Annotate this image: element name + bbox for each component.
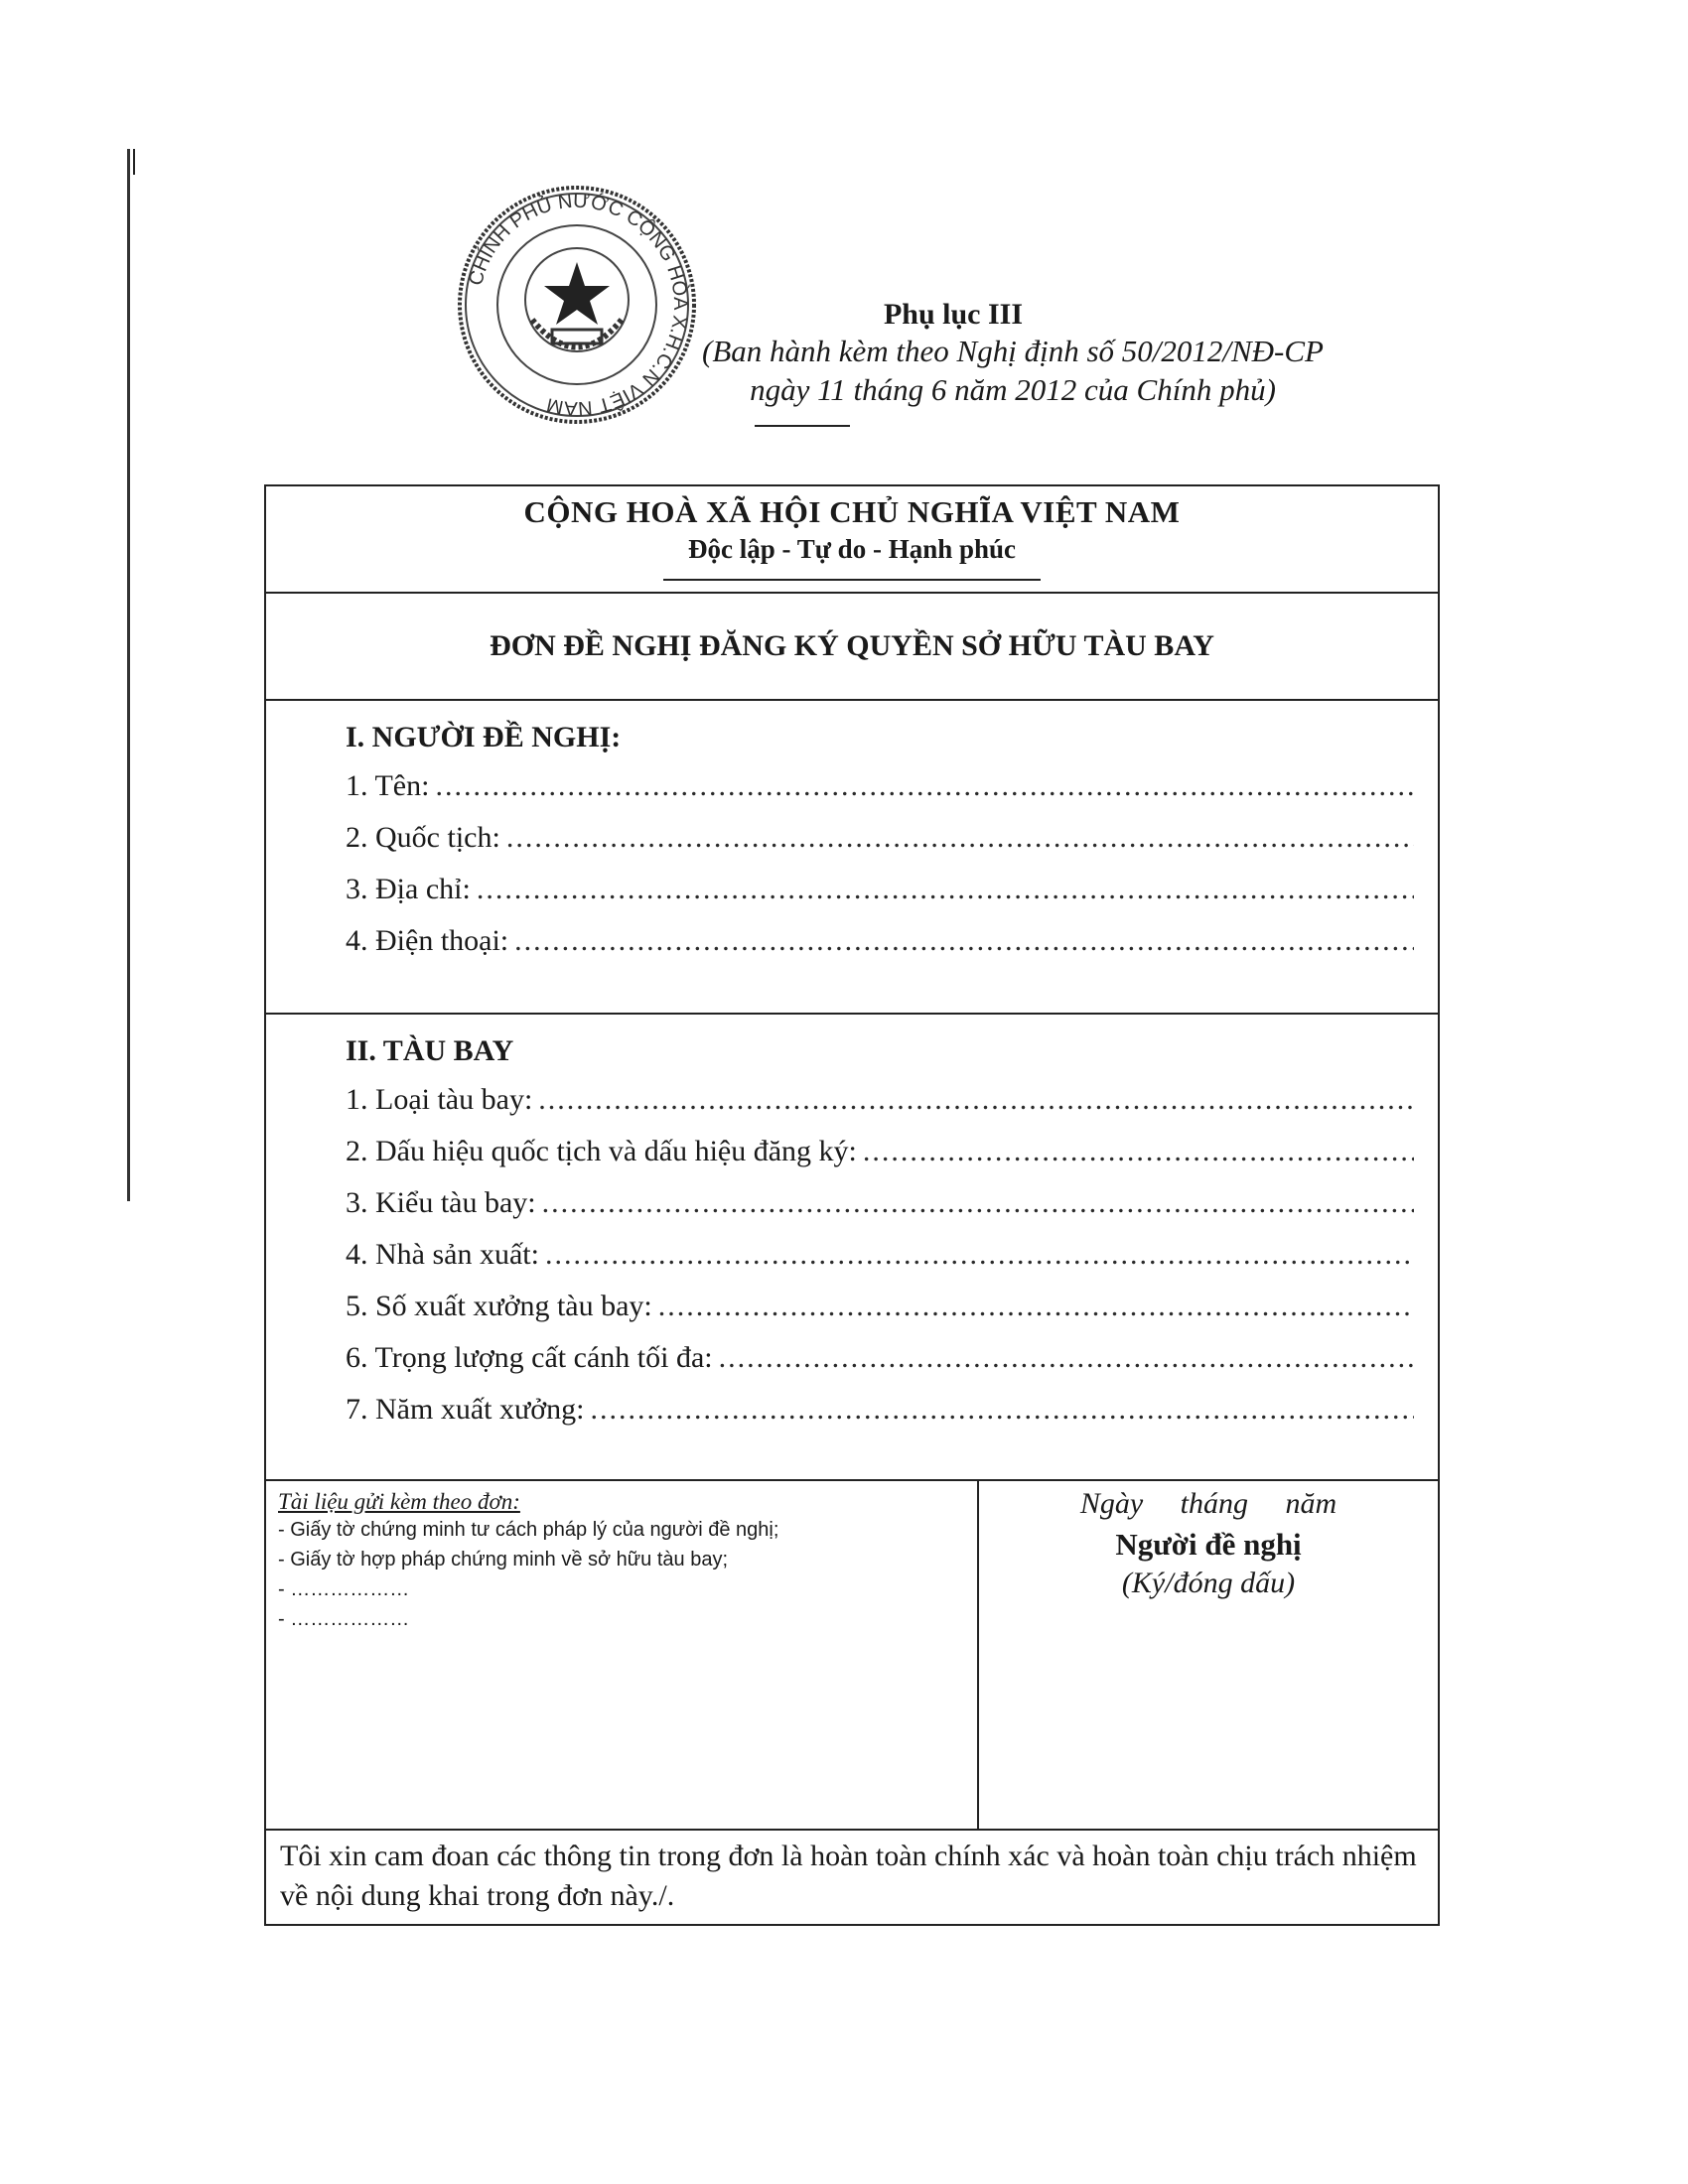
- field-year-of-manufacture[interactable]: [346, 1384, 1414, 1435]
- field-label: 4. Nhà sản xuất:: [346, 1238, 539, 1271]
- appendix-decree-line: (Ban hành kèm theo Nghị định số 50/2012/NĐ-CP: [702, 334, 1324, 368]
- applicant-section: [266, 701, 1438, 1015]
- form-title: ĐƠN ĐỀ NGHỊ ĐĂNG KÝ QUYỀN SỞ HỮU TÀU BAY: [266, 594, 1438, 701]
- field-label: 5. Số xuất xưởng tàu bay:: [346, 1290, 652, 1322]
- field-phone[interactable]: [346, 915, 1414, 967]
- attachment-item: - Giấy tờ hợp pháp chứng minh về sở hữu tàu bay;: [278, 1549, 729, 1570]
- field-aircraft-model[interactable]: [346, 1177, 1414, 1229]
- field-label: 6. Trọng lượng cất cánh tối đa:: [346, 1341, 713, 1374]
- applicant-heading: I. NGƯỜI ĐỀ NGHỊ:: [346, 721, 622, 753]
- field-label: 3. Địa chỉ:: [346, 873, 471, 905]
- field-max-takeoff-weight[interactable]: [346, 1332, 1414, 1384]
- field-aircraft-type[interactable]: [346, 1074, 1414, 1126]
- attachments-title: Tài liệu gửi kèm theo đơn:: [278, 1489, 520, 1514]
- declaration-text: Tôi xin cam đoan các thông tin trong đơn là hoàn toàn chính xác và hoàn toàn chịu trách nhiệm về nội dung khai trong đơn này./.: [280, 1840, 1417, 1912]
- national-motto: Độc lập - Tự do - Hạnh phúc: [687, 534, 1017, 564]
- field-label: 3. Kiểu tàu bay:: [346, 1186, 536, 1219]
- aircraft-heading: II. TÀU BAY: [346, 1034, 514, 1067]
- signature-instruction: (Ký/đóng dấu): [1121, 1567, 1296, 1599]
- fill-line[interactable]: [435, 760, 1414, 812]
- fill-line[interactable]: [545, 1229, 1414, 1281]
- field-registration-marks[interactable]: [346, 1126, 1414, 1177]
- nation-name: CỘNG HOÀ XÃ HỘI CHỦ NGHĨA VIỆT NAM: [523, 494, 1181, 529]
- aircraft-ownership-form: [264, 484, 1440, 1926]
- appendix-underline: [755, 425, 850, 427]
- field-manufacturer[interactable]: [346, 1229, 1414, 1281]
- field-serial-number[interactable]: [346, 1281, 1414, 1332]
- motto-underline: [663, 579, 1041, 581]
- attachment-item: - ………………: [278, 1608, 410, 1630]
- svg-text:CHÍNH PHỦ NƯỚC CỘNG HÒA X.H.C.: CHÍNH PHỦ NƯỚC CỘNG HÒA X.H.C.N VIỆT NAM: [465, 190, 692, 420]
- appendix-title: Phụ lục III: [883, 298, 1024, 331]
- field-applicant-name[interactable]: [346, 760, 1414, 812]
- fill-line[interactable]: [658, 1281, 1414, 1332]
- signature-date: Ngày tháng năm: [1079, 1487, 1337, 1520]
- national-header: [266, 486, 1438, 594]
- field-label: 4. Điện thoại:: [346, 924, 509, 957]
- aircraft-section: [266, 1015, 1438, 1481]
- field-label: 1. Tên:: [346, 769, 430, 802]
- fill-line[interactable]: [542, 1177, 1414, 1229]
- attachment-item: - Giấy tờ chứng minh tư cách pháp lý của người đề nghị;: [278, 1519, 779, 1541]
- fill-line[interactable]: [719, 1332, 1414, 1384]
- fill-line[interactable]: [506, 812, 1414, 864]
- field-address[interactable]: [346, 864, 1414, 915]
- fill-line[interactable]: [514, 915, 1414, 967]
- signature-box[interactable]: [979, 1481, 1438, 1829]
- fill-line[interactable]: [538, 1074, 1414, 1126]
- field-label: 7. Năm xuất xưởng:: [346, 1393, 585, 1426]
- field-label: 2. Dấu hiệu quốc tịch và dấu hiệu đăng ký:: [346, 1135, 857, 1167]
- field-nationality[interactable]: [346, 812, 1414, 864]
- fill-line[interactable]: [477, 864, 1414, 915]
- fill-line[interactable]: [590, 1384, 1414, 1435]
- field-label: 1. Loại tàu bay:: [346, 1083, 533, 1116]
- attachments-signature-row: [266, 1481, 1438, 1831]
- attachment-item: - ………………: [278, 1578, 410, 1600]
- field-label: 2. Quốc tịch:: [346, 821, 500, 854]
- signature-role: Người đề nghị: [1115, 1527, 1302, 1562]
- appendix-heading: [695, 298, 1331, 427]
- scan-edge-mark: [133, 149, 135, 175]
- fill-line[interactable]: [863, 1126, 1414, 1177]
- appendix-date-line: ngày 11 tháng 6 năm 2012 của Chính phủ): [750, 372, 1276, 407]
- attachments-box: [266, 1481, 979, 1829]
- scan-edge-mark: [127, 149, 130, 1201]
